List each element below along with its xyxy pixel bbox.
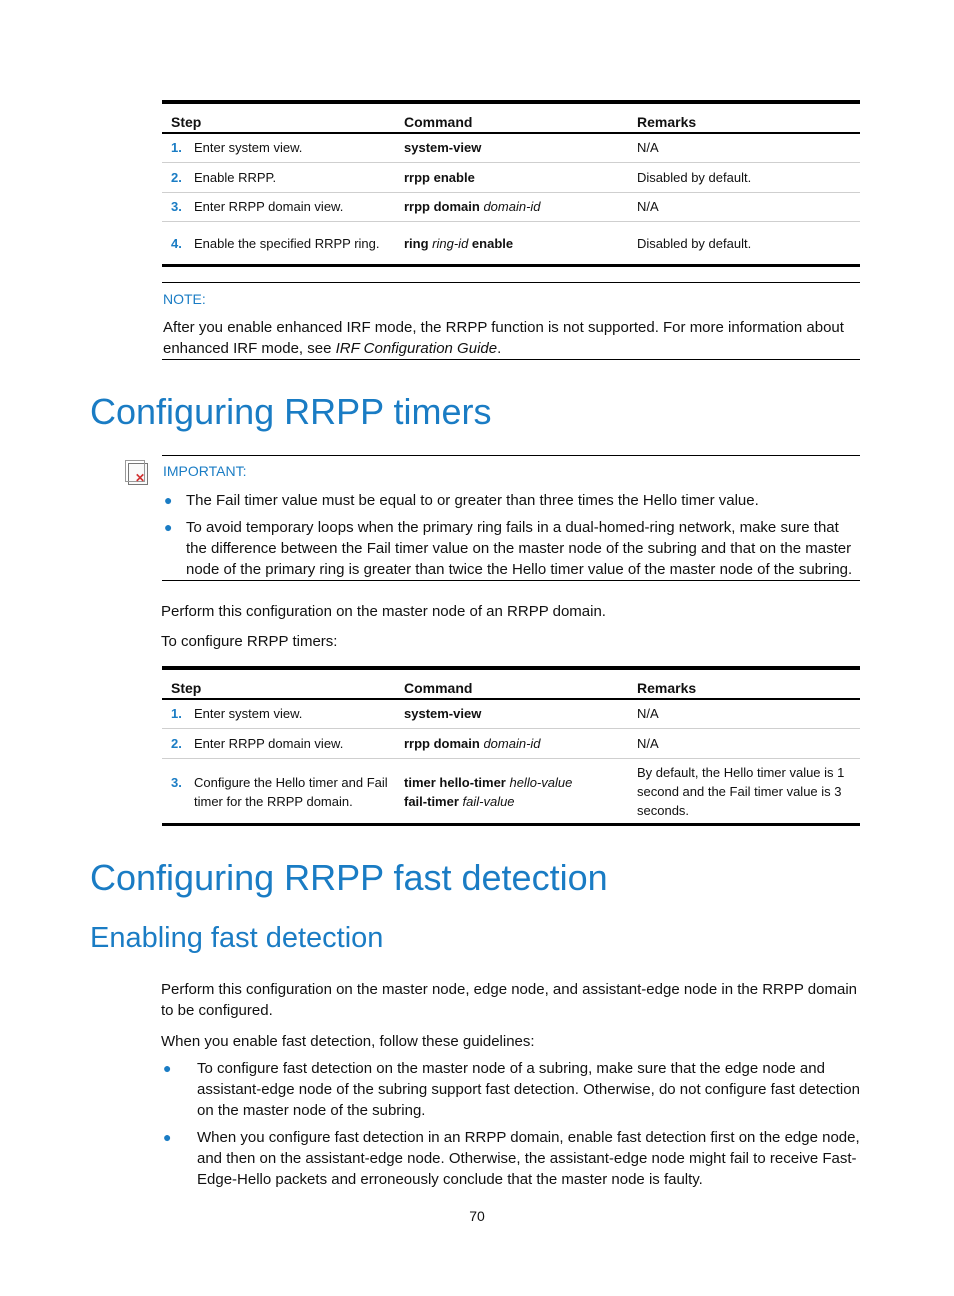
step-remarks: N/A [637, 192, 860, 221]
step-remarks: N/A [637, 133, 860, 162]
bullet-icon: ● [163, 1129, 172, 1145]
list-item-text: When you configure fast detection in an RRPP domain, enable fast detection first on the edge node, and then on the assistant-edge node. Otherwise, the assistant-edge node might fail to receive Fast-Edge-Hello packets and erroneously conclude that the master node is faulty. [197, 1129, 860, 1188]
command-keyword: system-view [404, 706, 482, 722]
table-row [162, 758, 860, 825]
step-command [404, 133, 637, 162]
table1 [162, 104, 860, 266]
section-heading-timers: Configuring RRPP timers [90, 391, 492, 432]
note-label: NOTE: [163, 291, 206, 307]
step-number: 4. [171, 236, 182, 252]
list-item [161, 1058, 866, 1121]
command-keyword: enable [471, 236, 514, 252]
note-text-end: . [497, 340, 502, 357]
step-description: Enter RRPP domain view. [194, 199, 344, 214]
important-bottom-rule [162, 580, 860, 581]
step-number: 1. [171, 706, 182, 722]
step-remarks: N/A [637, 728, 860, 758]
table-row [162, 162, 860, 192]
step-remarks: By default, the Hello timer value is 1 second and the Fail timer value is 3 seconds. [637, 765, 845, 819]
step-command [404, 192, 637, 221]
list-item-text: The Fail timer value must be equal to or greater than three times the Hello timer value. [186, 492, 759, 509]
step-command [404, 699, 637, 728]
command-keyword: ring [404, 236, 433, 252]
step-description: Configure the Hello timer and Fail timer for the RRPP domain. [194, 774, 388, 809]
table2 [162, 670, 860, 825]
command-keyword: rrpp domain [404, 199, 484, 214]
command-argument: domain-id [483, 735, 541, 751]
list-item-text: To avoid temporary loops when the primary ring fails in a dual-homed-ring network, make sure that the difference between the Fail timer value on the master node of the subring and that on the master node of the primary ring is greater than twice the Hello timer value of the master node of the subring. [186, 519, 853, 578]
note-bottom-rule [162, 359, 860, 360]
section-heading-fast-detection: Configuring RRPP fast detection [90, 857, 608, 898]
step-number: 3. [171, 774, 182, 790]
table1-header-step: Step [162, 104, 404, 133]
fast-paragraph-2: When you enable fast detection, follow these guidelines: [161, 1033, 535, 1050]
step-command [404, 728, 637, 758]
list-item [162, 490, 862, 511]
command-argument: hello-value [509, 774, 573, 790]
table2-header-step: Step [162, 670, 404, 699]
table-row [162, 699, 860, 728]
step-remarks: N/A [637, 699, 860, 728]
table-row [162, 728, 860, 758]
table2-header-remarks: Remarks [637, 670, 860, 699]
important-list [162, 490, 862, 586]
step-remarks: Disabled by default. [637, 162, 860, 192]
table2-header-command: Command [404, 670, 637, 699]
command-keyword: rrpp enable [404, 169, 475, 185]
bullet-icon: ● [163, 1060, 172, 1076]
fast-guidelines-list [161, 1058, 866, 1196]
table1-header-row [162, 104, 860, 133]
list-item [162, 517, 862, 580]
important-label: IMPORTANT: [163, 463, 247, 479]
step-remarks: Disabled by default. [637, 236, 752, 252]
note-text-guide-title: IRF Configuration Guide [335, 340, 498, 357]
step-command [404, 221, 637, 266]
note-text [163, 317, 863, 359]
bullet-icon: ● [164, 519, 173, 535]
table1-header-command: Command [404, 104, 637, 133]
important-top-rule [162, 455, 860, 456]
timers-paragraph-1: Perform this configuration on the master node of an RRPP domain. [161, 603, 606, 620]
table1-header-remarks: Remarks [637, 104, 860, 133]
step-command [404, 758, 637, 825]
step-description: Enter system view. [194, 706, 303, 722]
table2-header-row [162, 670, 860, 699]
step-description: Enable the specified RRPP ring. [194, 236, 380, 252]
list-item-text: To configure fast detection on the master node of a subring, make sure that the edge node and assistant-edge node of the subring support fast detection. Otherwise, do not configure fast detection on the master node of the subring. [197, 1060, 860, 1119]
step-number: 1. [171, 140, 182, 156]
page-number: 70 [469, 1208, 485, 1224]
table-row [162, 192, 860, 221]
command-keyword: rrpp domain [404, 735, 484, 751]
subsection-heading-enabling: Enabling fast detection [90, 922, 384, 954]
important-icon: ✕ [128, 463, 148, 485]
step-number: 3. [171, 199, 182, 214]
step-number: 2. [171, 735, 182, 751]
step-description: Enter system view. [194, 140, 303, 156]
table-row [162, 133, 860, 162]
step-command [404, 162, 637, 192]
command-keyword: timer hello-timer [404, 774, 510, 790]
note-top-rule [162, 282, 860, 283]
table1-bottom-rule [162, 264, 860, 267]
note-text-main: After you enable enhanced IRF mode, the RRPP function is not supported. For more information about enhanced IRF mode, see [163, 319, 844, 357]
command-argument: ring-id [432, 236, 472, 252]
timers-paragraph-2: To configure RRPP timers: [161, 633, 338, 650]
step-description: Enable RRPP. [194, 169, 277, 185]
command-argument: fail-value [462, 793, 515, 809]
step-number: 2. [171, 169, 182, 185]
table2-bottom-rule [162, 823, 860, 826]
step-description: Enter RRPP domain view. [194, 735, 344, 751]
table-row [162, 221, 860, 266]
bullet-icon: ● [164, 492, 173, 508]
command-argument: domain-id [483, 199, 541, 214]
command-keyword: fail-timer [404, 793, 463, 809]
list-item [161, 1127, 866, 1190]
fast-paragraph-1: Perform this configuration on the master node, edge node, and assistant-edge node in the RRPP domain to be configured. [161, 981, 857, 1019]
command-keyword: system-view [404, 140, 482, 156]
